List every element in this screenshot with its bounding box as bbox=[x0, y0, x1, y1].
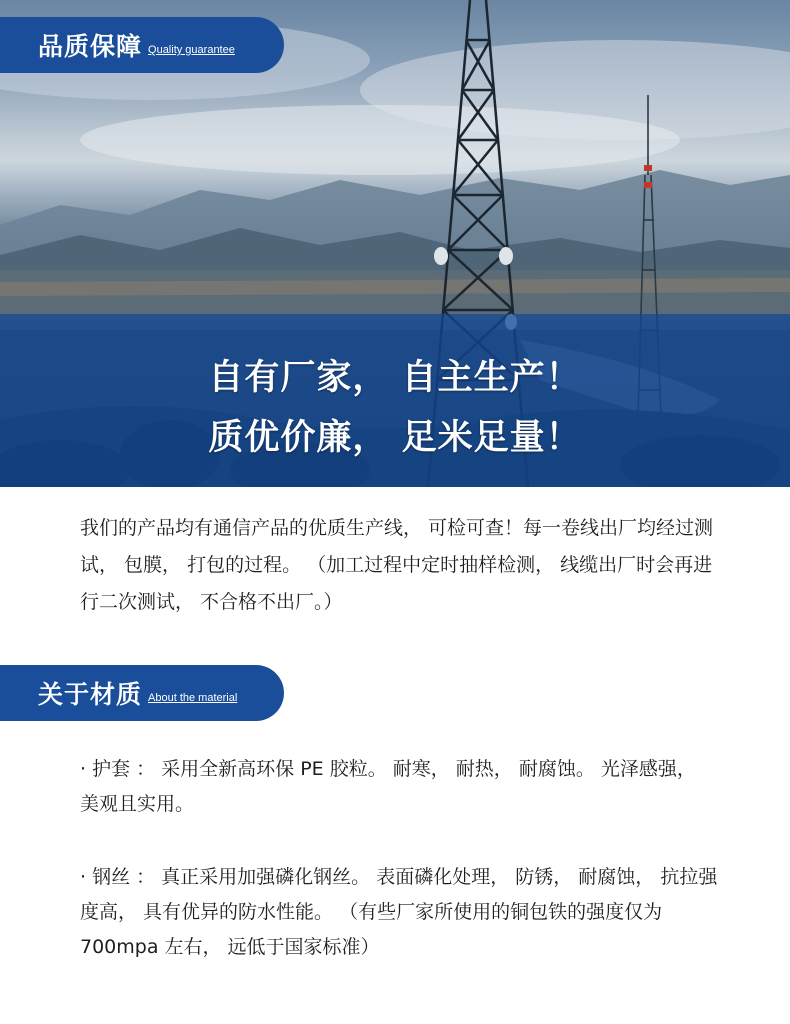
quality-description: 我们的产品均有通信产品的优质生产线， 可检可查！每一卷线出厂均经过测试， 包膜， 打包的过程。 （加工过程中定时抽样检测， 线缆出厂时会再进行二次测试， 不合格不出厂。） bbox=[80, 517, 714, 613]
slogan-line-1: 自有厂家， 自主生产！ bbox=[208, 358, 582, 398]
section-title-en: Quality guarantee bbox=[148, 44, 235, 56]
hero-banner bbox=[0, 0, 790, 487]
material-steel-text: · 钢丝 ： 真正采用加强磷化钢丝。 表面磷化处理， 防锈， 耐腐蚀， 抗拉强度高， 具有优异的防水性能。 （有些厂家所使用的铜包铁的强度仅为 700mpa 左右， 远低于国家标准） bbox=[80, 866, 718, 958]
section-title-cn: 品质保障 bbox=[38, 32, 143, 61]
slogan-band bbox=[0, 314, 790, 487]
material-sheath-text: · 护套 ： 采用全新高环保 PE 胶粒。 耐寒， 耐热， 耐腐蚀。 光泽感强， 美观且实用。 bbox=[80, 758, 696, 815]
slogan-line-2: 质优价廉， 足米足量！ bbox=[208, 418, 582, 458]
section-header-quality bbox=[0, 17, 284, 73]
section-title-en: About the material bbox=[148, 692, 238, 704]
section-title-cn: 关于材质 bbox=[38, 680, 143, 709]
section-header-material bbox=[0, 665, 284, 721]
